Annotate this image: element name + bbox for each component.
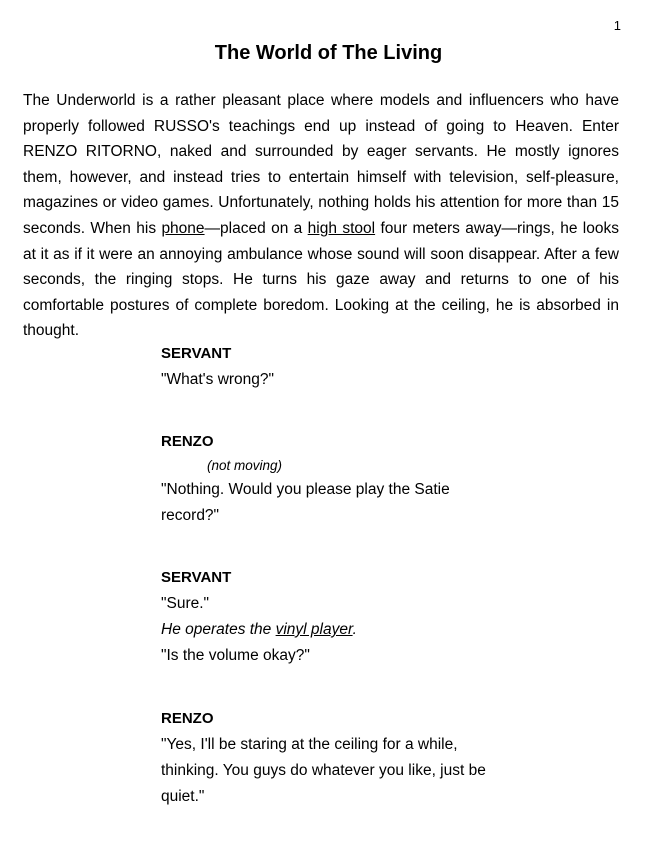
character-name: RENZO	[161, 710, 214, 727]
action-text: He operates the	[161, 621, 276, 638]
scene-text: The Underworld is a rather pleasant place where models and influencers who have properly followed RUSSO's teachings end up instead of going to Heaven. Enter RENZO RITORNO, naked and surrounded by eager servants. He mostly ignores them, however, and instead tries to entertain himself with television, self-pleasure, magazines or video games. Unfortunately, nothing holds his attention for more than 15 seconds. When his	[23, 92, 619, 237]
dialogue-line: thinking. You guys do whatever you like, just be	[161, 762, 486, 779]
page-number: 1	[613, 18, 621, 33]
parenthetical: (not moving)	[207, 458, 283, 473]
character-name: RENZO	[161, 433, 214, 450]
phone-link[interactable]: phone	[161, 219, 205, 237]
scene-text: —placed on a	[204, 219, 308, 237]
scene-text: four meters away—rings, he looks at it as if it were an annoying ambulance whose sound will soon disappear. After a few seconds, the ringing stops. He turns his gaze away and returns to one of his comfortable postures of complete boredom. Looking at the ceiling, he is absorbed in thought.	[23, 219, 619, 340]
scene-description	[23, 88, 619, 344]
vinyl-player-link[interactable]: vinyl player	[275, 621, 353, 638]
high-stool-link[interactable]: high stool	[307, 219, 376, 237]
dialogue-block	[161, 565, 501, 669]
dialogue-line: record?"	[161, 507, 220, 524]
action-text: .	[352, 621, 357, 638]
character-name: SERVANT	[161, 569, 232, 586]
dialogue-line: "Sure."	[161, 595, 210, 612]
dialogue-line: quiet."	[161, 788, 205, 805]
dialogue-line: "Yes, I'll be staring at the ceiling for a while,	[161, 736, 458, 753]
dialogue-line: "Is the volume okay?"	[161, 647, 310, 664]
dialogue-block	[161, 341, 501, 393]
dialogue-block	[161, 429, 501, 529]
dialogue-line: "What's wrong?"	[161, 371, 275, 388]
dialogue-line: "Nothing. Would you please play the Satie	[161, 481, 450, 498]
action-line	[161, 617, 501, 643]
character-name: SERVANT	[161, 345, 232, 362]
page-title: The World of The Living	[214, 42, 443, 64]
dialogue-block	[161, 706, 501, 810]
